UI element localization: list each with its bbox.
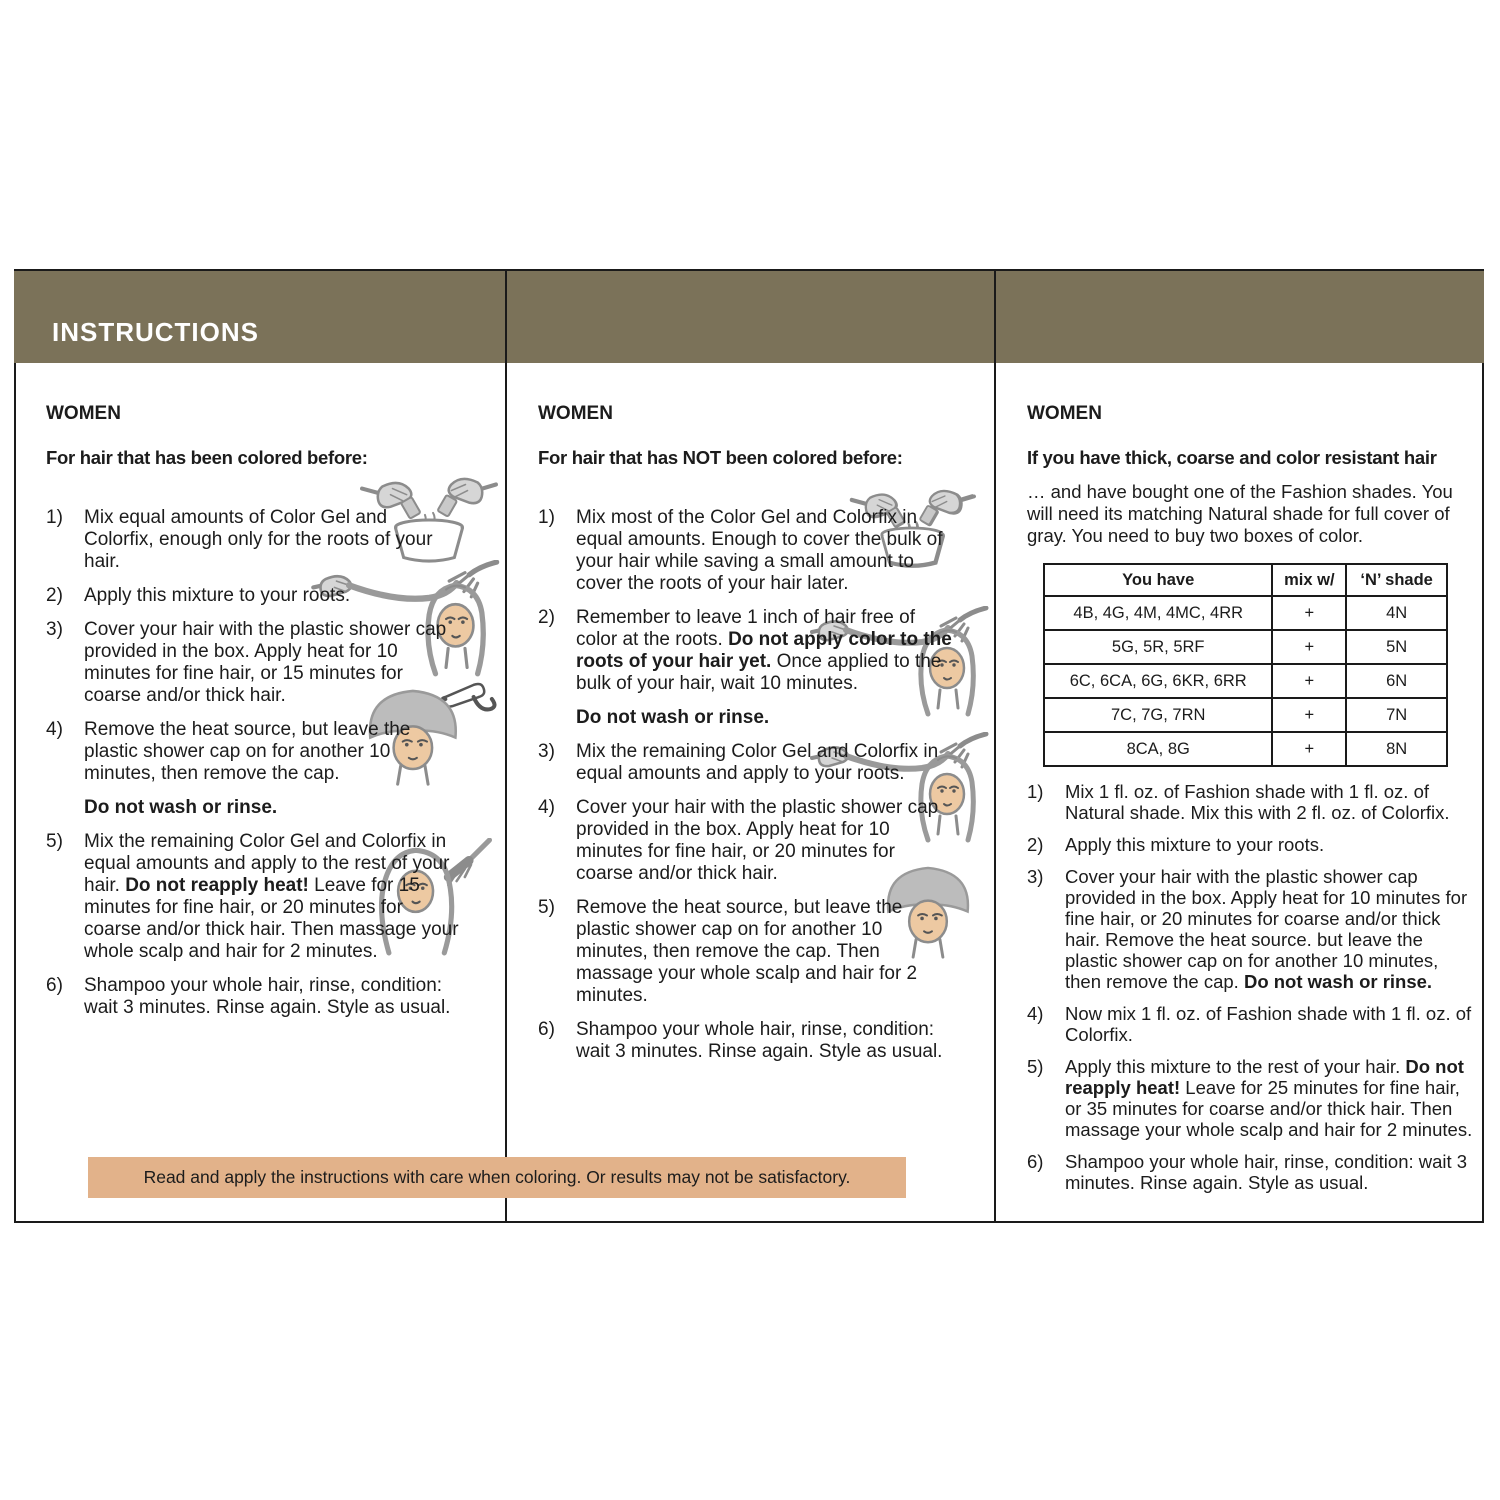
step-number: 4) bbox=[1027, 1003, 1044, 1024]
table-cell: 4N bbox=[1346, 596, 1447, 630]
step-text: Apply this mixture to your roots. bbox=[84, 585, 351, 606]
step-number: 2) bbox=[1027, 834, 1044, 855]
step-text: Mix equal amounts of Color Gel and Colorfix, enough only for the roots of your hair. bbox=[84, 507, 433, 572]
table-cell: 8CA, 8G bbox=[1044, 732, 1272, 766]
step-text: Remove the heat source, but leave the plastic shower cap on for another 10 minutes, then remove the cap. bbox=[84, 719, 411, 784]
instruction-note bbox=[46, 797, 460, 819]
section-subheading: For hair that has been colored before: bbox=[46, 447, 368, 468]
step-text: Shampoo your whole hair, rinse, condition: wait 3 minutes. Rinse again. Style as usual. bbox=[1065, 1151, 1468, 1193]
step-number: 2) bbox=[538, 607, 555, 628]
instruction-step bbox=[1027, 1003, 1479, 1045]
table-cell: 5N bbox=[1346, 630, 1447, 664]
step-number: 1) bbox=[1027, 781, 1044, 802]
table-row bbox=[1044, 596, 1447, 630]
step-number: 4) bbox=[538, 797, 555, 818]
step-number: 6) bbox=[1027, 1151, 1044, 1172]
page-title: INSTRUCTIONS bbox=[52, 317, 259, 347]
instruction-step bbox=[1027, 1056, 1479, 1140]
instruction-step bbox=[46, 719, 460, 785]
table-header-row bbox=[1044, 564, 1447, 596]
instruction-step bbox=[538, 607, 952, 695]
table-cell: 7N bbox=[1346, 698, 1447, 732]
table-header-cell: mix w/ bbox=[1272, 564, 1346, 596]
instruction-list bbox=[538, 507, 952, 1063]
step-text: Cover your hair with the plastic shower cap provided in the box. Apply heat for 10 minutes for fine hair, or 20 minutes for coarse and/or thick hair. Remove the heat source. but leave the plastic shower cap on for another 10 minutes, then remove the cap. Do not wash or rinse. bbox=[1065, 866, 1468, 992]
step-text: Cover your hair with the plastic shower cap provided in the box. Apply heat for 10 minutes for fine hair, or 15 minutes for coarse and/or thick hair. bbox=[84, 619, 447, 706]
step-number: 1) bbox=[46, 507, 63, 528]
table-cell: 4B, 4G, 4M, 4MC, 4RR bbox=[1044, 596, 1272, 630]
instruction-step bbox=[1027, 781, 1479, 823]
step-text: Mix 1 fl. oz. of Fashion shade with 1 fl. oz. of Natural shade. Mix this with 2 fl. oz. of Colorfix. bbox=[1065, 781, 1450, 823]
step-number: 3) bbox=[1027, 866, 1044, 887]
instruction-list bbox=[46, 507, 460, 1019]
table-cell: + bbox=[1272, 630, 1346, 664]
section-heading: WOMEN bbox=[1027, 403, 1102, 424]
instruction-step bbox=[46, 507, 460, 573]
section-subheading: For hair that has NOT been colored before: bbox=[538, 447, 903, 468]
step-number: 3) bbox=[538, 741, 555, 762]
table-row bbox=[1044, 732, 1447, 766]
instruction-step bbox=[46, 585, 460, 607]
step-text: Apply this mixture to your roots. bbox=[1065, 834, 1325, 855]
table-header-cell: ‘N’ shade bbox=[1346, 564, 1447, 596]
instruction-step bbox=[46, 619, 460, 707]
table-cell: 8N bbox=[1346, 732, 1447, 766]
warning-banner: Read and apply the instructions with care when coloring. Or results may not be satisfactory. bbox=[88, 1157, 906, 1198]
table-cell: + bbox=[1272, 596, 1346, 630]
step-text: Shampoo your whole hair, rinse, condition: wait 3 minutes. Rinse again. Style as usual. bbox=[84, 975, 451, 1018]
instruction-list bbox=[1027, 781, 1479, 1193]
instruction-step bbox=[1027, 866, 1479, 992]
table-cell: 5G, 5R, 5RF bbox=[1044, 630, 1272, 664]
table-cell: 6C, 6CA, 6G, 6KR, 6RR bbox=[1044, 664, 1272, 698]
step-text: Do not wash or rinse. bbox=[576, 707, 770, 728]
instruction-step bbox=[46, 975, 460, 1019]
section-subheading: If you have thick, coarse and color resistant hair bbox=[1027, 447, 1437, 468]
step-text: Remember to leave 1 inch of hair free of color at the roots. Do not apply color to the roots of your hair yet. Once applied to the bulk of your hair, wait 10 minutes. bbox=[576, 607, 952, 694]
step-text: Remove the heat source, but leave the plastic shower cap on for another 10 minutes, then remove the cap. Then massage your whole scalp and hair for 2 minutes. bbox=[576, 897, 918, 1006]
step-number bbox=[538, 707, 576, 729]
step-number: 1) bbox=[538, 507, 555, 528]
section-intro-text: … and have bought one of the Fashion shades. You will need its matching Natural shade for full cover of gray. You need to buy two boxes of color. bbox=[1027, 481, 1453, 546]
instruction-step bbox=[538, 797, 952, 885]
step-number: 5) bbox=[538, 897, 555, 918]
step-number: 5) bbox=[46, 831, 63, 852]
shade-matching-table bbox=[1043, 563, 1448, 767]
step-text: Mix most of the Color Gel and Colorfix in equal amounts. Enough to cover the bulk of your hair while saving a small amount to cover the roots of your hair later. bbox=[576, 507, 943, 594]
step-text: Do not wash or rinse. bbox=[84, 797, 278, 818]
table-row bbox=[1044, 630, 1447, 664]
table-row bbox=[1044, 698, 1447, 732]
step-number: 2) bbox=[46, 585, 63, 606]
instruction-step bbox=[1027, 834, 1479, 855]
step-number: 3) bbox=[46, 619, 63, 640]
column-recolored-hair bbox=[46, 363, 460, 1031]
step-number: 6) bbox=[538, 1019, 555, 1040]
table-row bbox=[1044, 664, 1447, 698]
step-text: Apply this mixture to the rest of your hair. Do not reapply heat! Leave for 25 minutes for fine hair, or 35 minutes for coarse and/or thick hair. Then massage your whole scalp and hair for 2 minutes. bbox=[1065, 1056, 1473, 1140]
table-header-cell: You have bbox=[1044, 564, 1272, 596]
column-divider-1 bbox=[505, 269, 507, 1223]
instruction-step bbox=[538, 507, 952, 595]
section-heading: WOMEN bbox=[538, 403, 613, 424]
table-cell: + bbox=[1272, 698, 1346, 732]
instruction-step bbox=[46, 831, 460, 963]
step-text: Cover your hair with the plastic shower cap provided in the box. Apply heat for 10 minutes for fine hair, or 20 minutes for coarse and/or thick hair. bbox=[576, 797, 939, 884]
instruction-step bbox=[538, 897, 952, 1007]
step-number: 4) bbox=[46, 719, 63, 740]
instruction-step bbox=[538, 741, 952, 785]
table-cell: + bbox=[1272, 732, 1346, 766]
table-cell: 6N bbox=[1346, 664, 1447, 698]
column-divider-2 bbox=[994, 269, 996, 1223]
step-number: 6) bbox=[46, 975, 63, 996]
instruction-step bbox=[538, 1019, 952, 1063]
instruction-step bbox=[1027, 1151, 1479, 1193]
table-cell: 7C, 7G, 7RN bbox=[1044, 698, 1272, 732]
column-first-time-color bbox=[538, 363, 952, 1075]
step-text: Mix the remaining Color Gel and Colorfix in equal amounts and apply to your roots. bbox=[576, 741, 939, 784]
table-cell: + bbox=[1272, 664, 1346, 698]
step-text: Mix the remaining Color Gel and Colorfix in equal amounts and apply to the rest of your hair. Do not reapply heat! Leave for 15 minutes for fine hair, or 20 minutes for coarse and/or thick hair. Then massage your whole scalp and hair for 2 minutes. bbox=[84, 831, 459, 962]
step-text: Shampoo your whole hair, rinse, condition: wait 3 minutes. Rinse again. Style as usual. bbox=[576, 1019, 943, 1062]
step-text: Now mix 1 fl. oz. of Fashion shade with 1 fl. oz. of Colorfix. bbox=[1065, 1003, 1472, 1045]
column-thick-coarse-hair bbox=[1027, 363, 1479, 1204]
step-number: 5) bbox=[1027, 1056, 1044, 1077]
instruction-note bbox=[538, 707, 952, 729]
section-heading: WOMEN bbox=[46, 403, 121, 424]
step-number bbox=[46, 797, 84, 819]
